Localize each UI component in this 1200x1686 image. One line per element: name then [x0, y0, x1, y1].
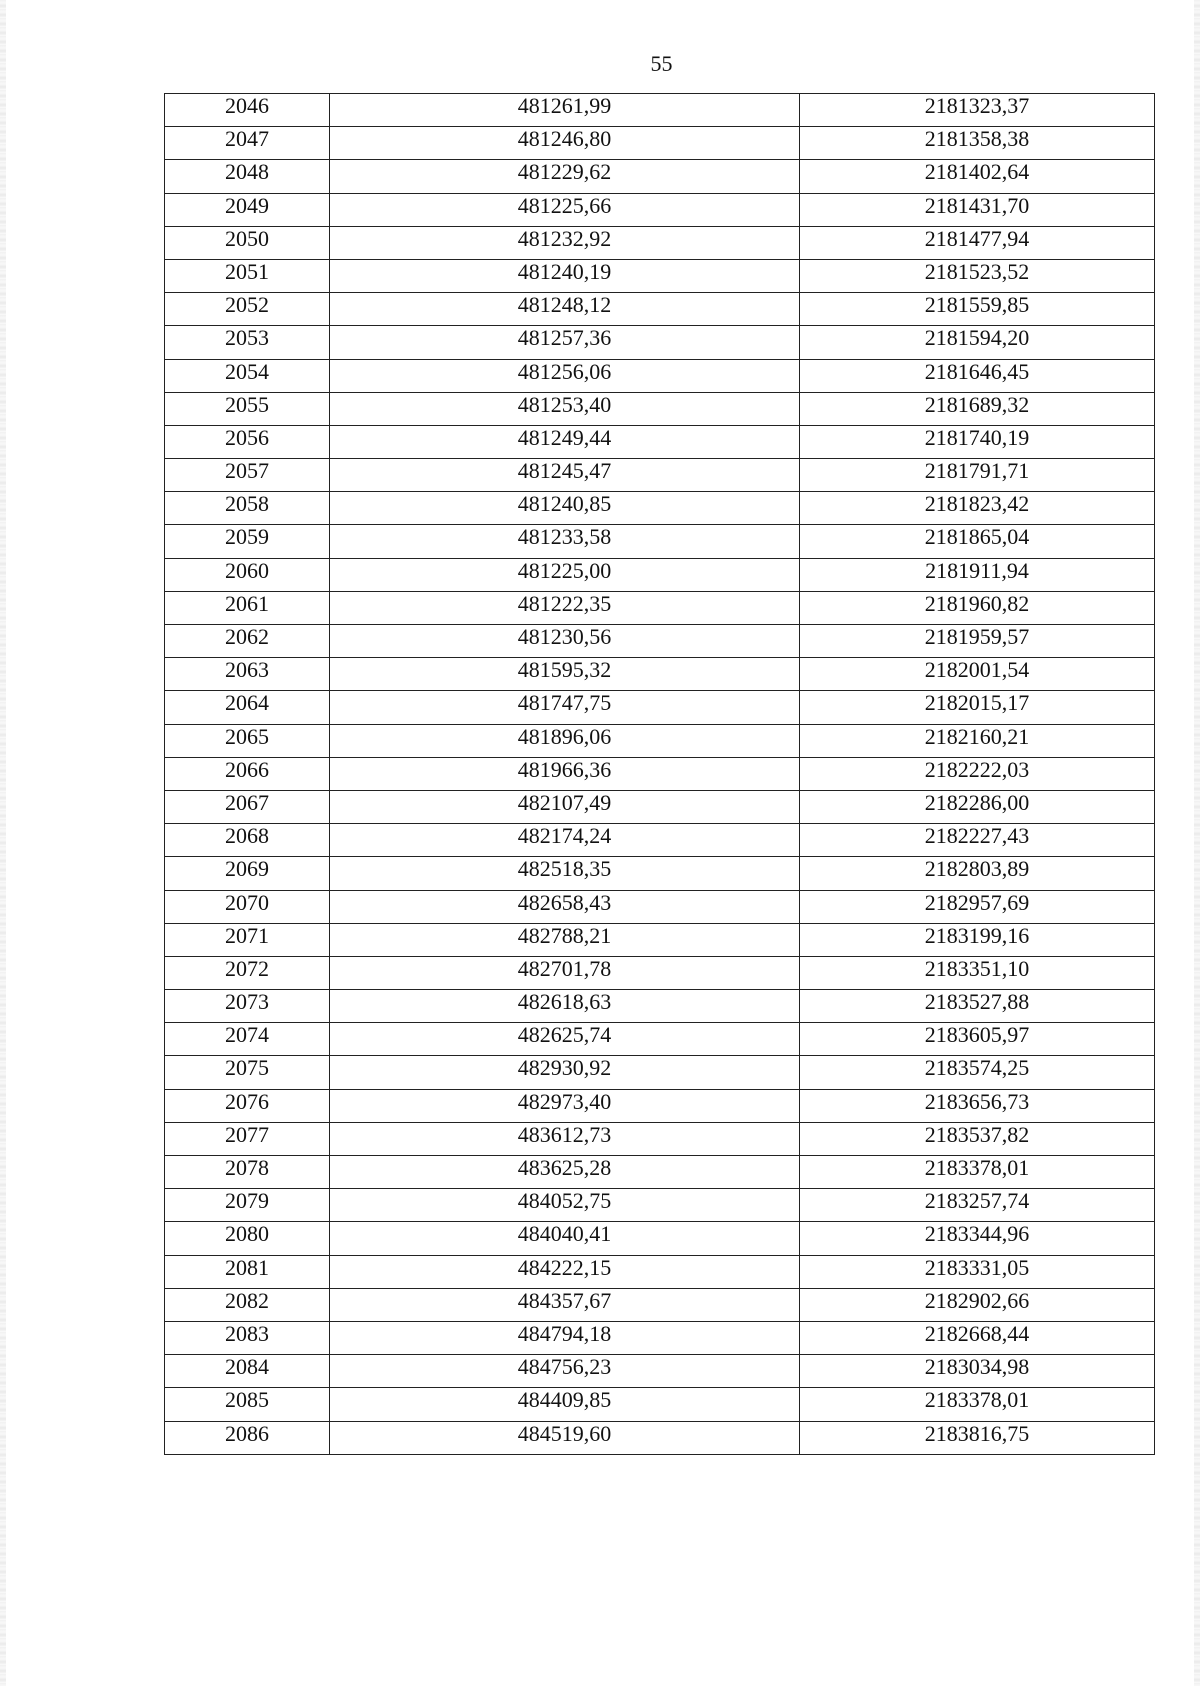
y-coordinate-cell: 2182957,69	[800, 890, 1155, 923]
x-coordinate-cell: 481240,19	[330, 259, 800, 292]
y-coordinate-cell: 2183378,01	[800, 1156, 1155, 1189]
y-coordinate-cell: 2181791,71	[800, 459, 1155, 492]
y-coordinate-cell: 2181689,32	[800, 392, 1155, 425]
x-coordinate-cell: 484409,85	[330, 1388, 800, 1421]
y-coordinate-cell: 2183257,74	[800, 1189, 1155, 1222]
point-number-cell: 2060	[165, 558, 330, 591]
y-coordinate-cell: 2183605,97	[800, 1023, 1155, 1056]
table-row	[165, 558, 1155, 591]
point-number-cell: 2056	[165, 425, 330, 458]
table-row	[165, 1355, 1155, 1388]
y-coordinate-cell: 2181646,45	[800, 359, 1155, 392]
table-row	[165, 857, 1155, 890]
point-number-cell: 2069	[165, 857, 330, 890]
point-number-cell: 2079	[165, 1189, 330, 1222]
point-number-cell: 2066	[165, 757, 330, 790]
x-coordinate-cell: 481248,12	[330, 293, 800, 326]
x-coordinate-cell: 481225,00	[330, 558, 800, 591]
table-row	[165, 956, 1155, 989]
table-row	[165, 1388, 1155, 1421]
table-row	[165, 1321, 1155, 1354]
table-row	[165, 824, 1155, 857]
point-number-cell: 2053	[165, 326, 330, 359]
point-number-cell: 2085	[165, 1388, 330, 1421]
x-coordinate-cell: 483612,73	[330, 1122, 800, 1155]
y-coordinate-cell: 2182015,17	[800, 691, 1155, 724]
point-number-cell: 2067	[165, 790, 330, 823]
x-coordinate-cell: 481253,40	[330, 392, 800, 425]
point-number-cell: 2082	[165, 1288, 330, 1321]
x-coordinate-cell: 481240,85	[330, 492, 800, 525]
table-row	[165, 425, 1155, 458]
table-row	[165, 293, 1155, 326]
x-coordinate-cell: 484756,23	[330, 1355, 800, 1388]
table-row	[165, 1421, 1155, 1454]
y-coordinate-cell: 2182001,54	[800, 658, 1155, 691]
coordinates-table	[164, 93, 1155, 1455]
y-coordinate-cell: 2183351,10	[800, 956, 1155, 989]
y-coordinate-cell: 2182222,03	[800, 757, 1155, 790]
point-number-cell: 2076	[165, 1089, 330, 1122]
y-coordinate-cell: 2181594,20	[800, 326, 1155, 359]
point-number-cell: 2075	[165, 1056, 330, 1089]
x-coordinate-cell: 481595,32	[330, 658, 800, 691]
point-number-cell: 2059	[165, 525, 330, 558]
x-coordinate-cell: 481257,36	[330, 326, 800, 359]
y-coordinate-cell: 2181740,19	[800, 425, 1155, 458]
point-number-cell: 2072	[165, 956, 330, 989]
point-number-cell: 2058	[165, 492, 330, 525]
y-coordinate-cell: 2182803,89	[800, 857, 1155, 890]
y-coordinate-cell: 2181959,57	[800, 625, 1155, 658]
point-number-cell: 2074	[165, 1023, 330, 1056]
table-row	[165, 160, 1155, 193]
point-number-cell: 2071	[165, 923, 330, 956]
x-coordinate-cell: 481230,56	[330, 625, 800, 658]
table-row	[165, 1023, 1155, 1056]
table-row	[165, 359, 1155, 392]
table-row	[165, 757, 1155, 790]
point-number-cell: 2068	[165, 824, 330, 857]
point-number-cell: 2049	[165, 193, 330, 226]
x-coordinate-cell: 481261,99	[330, 94, 800, 127]
point-number-cell: 2070	[165, 890, 330, 923]
x-coordinate-cell: 482625,74	[330, 1023, 800, 1056]
point-number-cell: 2077	[165, 1122, 330, 1155]
table-row	[165, 1189, 1155, 1222]
y-coordinate-cell: 2183527,88	[800, 990, 1155, 1023]
point-number-cell: 2052	[165, 293, 330, 326]
point-number-cell: 2078	[165, 1156, 330, 1189]
x-coordinate-cell: 482930,92	[330, 1056, 800, 1089]
table-row	[165, 1255, 1155, 1288]
point-number-cell: 2081	[165, 1255, 330, 1288]
y-coordinate-cell: 2181960,82	[800, 591, 1155, 624]
x-coordinate-cell: 481246,80	[330, 127, 800, 160]
y-coordinate-cell: 2183537,82	[800, 1122, 1155, 1155]
scan-edge-left	[0, 0, 6, 1686]
point-number-cell: 2047	[165, 127, 330, 160]
x-coordinate-cell: 481229,62	[330, 160, 800, 193]
table-row	[165, 790, 1155, 823]
point-number-cell: 2062	[165, 625, 330, 658]
y-coordinate-cell: 2181523,52	[800, 259, 1155, 292]
point-number-cell: 2080	[165, 1222, 330, 1255]
x-coordinate-cell: 482618,63	[330, 990, 800, 1023]
point-number-cell: 2048	[165, 160, 330, 193]
y-coordinate-cell: 2182902,66	[800, 1288, 1155, 1321]
x-coordinate-cell: 482788,21	[330, 923, 800, 956]
table-row	[165, 724, 1155, 757]
y-coordinate-cell: 2181358,38	[800, 127, 1155, 160]
y-coordinate-cell: 2181911,94	[800, 558, 1155, 591]
point-number-cell: 2054	[165, 359, 330, 392]
x-coordinate-cell: 481256,06	[330, 359, 800, 392]
point-number-cell: 2083	[165, 1321, 330, 1354]
x-coordinate-cell: 484519,60	[330, 1421, 800, 1454]
y-coordinate-cell: 2181323,37	[800, 94, 1155, 127]
y-coordinate-cell: 2183344,96	[800, 1222, 1155, 1255]
table-row	[165, 1222, 1155, 1255]
x-coordinate-cell: 481222,35	[330, 591, 800, 624]
table-row	[165, 326, 1155, 359]
point-number-cell: 2057	[165, 459, 330, 492]
x-coordinate-cell: 481245,47	[330, 459, 800, 492]
table-row	[165, 625, 1155, 658]
point-number-cell: 2073	[165, 990, 330, 1023]
y-coordinate-cell: 2181431,70	[800, 193, 1155, 226]
x-coordinate-cell: 481896,06	[330, 724, 800, 757]
table-row	[165, 127, 1155, 160]
x-coordinate-cell: 482518,35	[330, 857, 800, 890]
table-row	[165, 691, 1155, 724]
point-number-cell: 2051	[165, 259, 330, 292]
y-coordinate-cell: 2183574,25	[800, 1056, 1155, 1089]
y-coordinate-cell: 2181559,85	[800, 293, 1155, 326]
table-row	[165, 392, 1155, 425]
x-coordinate-cell: 481233,58	[330, 525, 800, 558]
y-coordinate-cell: 2182227,43	[800, 824, 1155, 857]
y-coordinate-cell: 2181477,94	[800, 226, 1155, 259]
x-coordinate-cell: 482107,49	[330, 790, 800, 823]
x-coordinate-cell: 481747,75	[330, 691, 800, 724]
x-coordinate-cell: 483625,28	[330, 1156, 800, 1189]
table-row	[165, 990, 1155, 1023]
table-row	[165, 1156, 1155, 1189]
x-coordinate-cell: 484794,18	[330, 1321, 800, 1354]
point-number-cell: 2064	[165, 691, 330, 724]
x-coordinate-cell: 484357,67	[330, 1288, 800, 1321]
point-number-cell: 2061	[165, 591, 330, 624]
table-row	[165, 1089, 1155, 1122]
x-coordinate-cell: 482701,78	[330, 956, 800, 989]
table-row	[165, 658, 1155, 691]
x-coordinate-cell: 481249,44	[330, 425, 800, 458]
y-coordinate-cell: 2183816,75	[800, 1421, 1155, 1454]
table-row	[165, 525, 1155, 558]
x-coordinate-cell: 481225,66	[330, 193, 800, 226]
x-coordinate-cell: 481966,36	[330, 757, 800, 790]
x-coordinate-cell: 484052,75	[330, 1189, 800, 1222]
table-row	[165, 591, 1155, 624]
scan-edge-right	[1194, 0, 1200, 1686]
y-coordinate-cell: 2183656,73	[800, 1089, 1155, 1122]
point-number-cell: 2055	[165, 392, 330, 425]
point-number-cell: 2046	[165, 94, 330, 127]
table-row	[165, 226, 1155, 259]
x-coordinate-cell: 482973,40	[330, 1089, 800, 1122]
x-coordinate-cell: 481232,92	[330, 226, 800, 259]
x-coordinate-cell: 484222,15	[330, 1255, 800, 1288]
table-row	[165, 1122, 1155, 1155]
point-number-cell: 2050	[165, 226, 330, 259]
point-number-cell: 2086	[165, 1421, 330, 1454]
y-coordinate-cell: 2181823,42	[800, 492, 1155, 525]
coordinates-table-body	[165, 94, 1155, 1455]
y-coordinate-cell: 2182160,21	[800, 724, 1155, 757]
y-coordinate-cell: 2183378,01	[800, 1388, 1155, 1421]
table-row	[165, 492, 1155, 525]
y-coordinate-cell: 2183034,98	[800, 1355, 1155, 1388]
y-coordinate-cell: 2182286,00	[800, 790, 1155, 823]
point-number-cell: 2065	[165, 724, 330, 757]
y-coordinate-cell: 2181865,04	[800, 525, 1155, 558]
table-row	[165, 94, 1155, 127]
point-number-cell: 2063	[165, 658, 330, 691]
x-coordinate-cell: 482174,24	[330, 824, 800, 857]
table-row	[165, 923, 1155, 956]
table-row	[165, 890, 1155, 923]
y-coordinate-cell: 2182668,44	[800, 1321, 1155, 1354]
y-coordinate-cell: 2183331,05	[800, 1255, 1155, 1288]
table-row	[165, 1056, 1155, 1089]
x-coordinate-cell: 482658,43	[330, 890, 800, 923]
point-number-cell: 2084	[165, 1355, 330, 1388]
table-row	[165, 459, 1155, 492]
table-row	[165, 1288, 1155, 1321]
page-number: 55	[650, 51, 673, 76]
y-coordinate-cell: 2183199,16	[800, 923, 1155, 956]
table-row	[165, 193, 1155, 226]
table-row	[165, 259, 1155, 292]
x-coordinate-cell: 484040,41	[330, 1222, 800, 1255]
y-coordinate-cell: 2181402,64	[800, 160, 1155, 193]
